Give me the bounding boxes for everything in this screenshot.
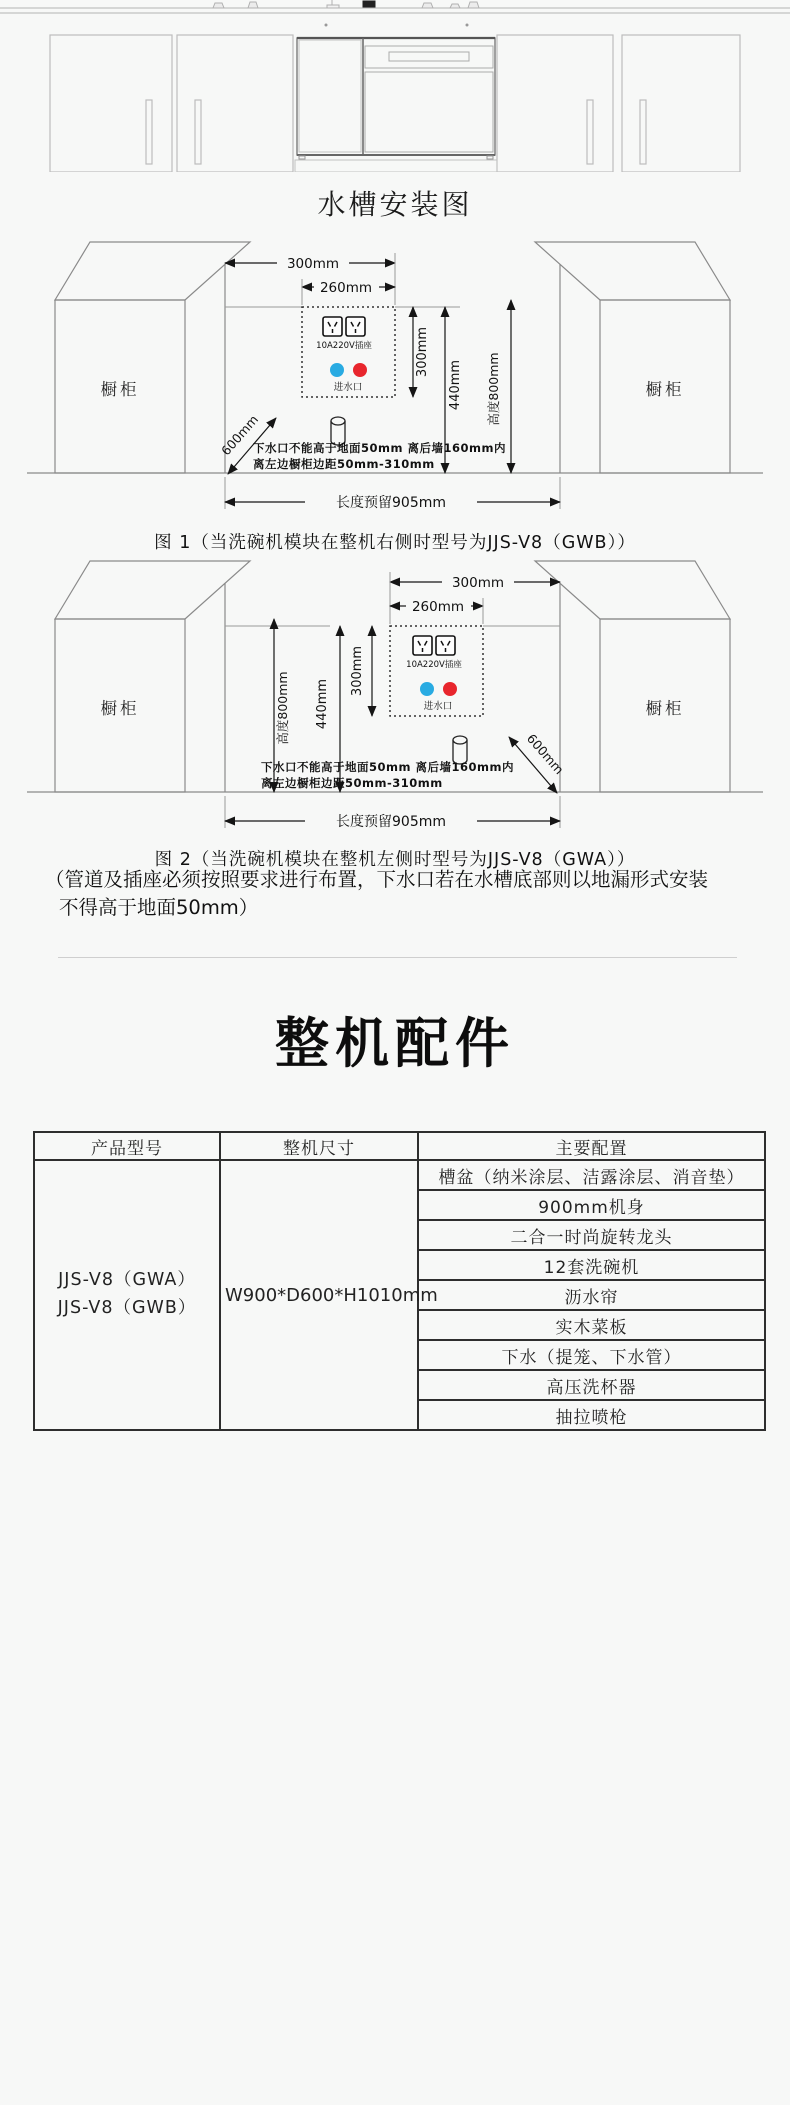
- cabinet-left-label: 橱柜: [100, 380, 140, 399]
- section-divider: [58, 957, 737, 958]
- backsplash-dot: [466, 24, 469, 27]
- cabinet-left: [55, 242, 250, 473]
- dim-300mm-width: [390, 572, 560, 624]
- svg-text:600mm: 600mm: [218, 411, 262, 459]
- col-header-model: 产品型号: [34, 1132, 220, 1160]
- config-item: 下水（提笼、下水管）: [418, 1340, 765, 1370]
- size-cell: W900*D600*H1010mm: [220, 1160, 418, 1430]
- config-item: 900mm机身: [418, 1190, 765, 1220]
- footnote-line2: 不得高于地面50mm）: [59, 896, 259, 920]
- drain-note-line2: 离左边橱柜边距50mm-310mm: [261, 776, 443, 790]
- backsplash-dot: [325, 24, 328, 27]
- cabinet-left-label: 橱柜: [100, 699, 140, 718]
- svg-text:440mm: 440mm: [315, 678, 330, 730]
- svg-text:高度800mm: 高度800mm: [486, 352, 501, 426]
- kitchen-overview-drawing: [0, 0, 790, 172]
- svg-text:高度800mm: 高度800mm: [275, 671, 290, 745]
- config-item: 高压洗杯器: [418, 1370, 765, 1400]
- svg-text:300mm: 300mm: [350, 645, 365, 697]
- svg-text:300mm: 300mm: [451, 575, 505, 591]
- drain-note-line1: 下水口不能高于地面50mm 离后墙160mm内: [253, 441, 506, 455]
- dim-260mm-width: [302, 279, 395, 305]
- cabinet-right-label: 橱柜: [645, 699, 685, 718]
- parts-table-wrap: [33, 1131, 766, 1431]
- kick-panel: [295, 160, 497, 172]
- socket-label: 10A220V插座: [406, 660, 462, 670]
- svg-text:260mm: 260mm: [411, 599, 465, 615]
- figure-1-diagram: [15, 175, 775, 525]
- door-handle: [146, 100, 152, 164]
- water-inlet-label: 进水口: [423, 701, 453, 712]
- svg-text:440mm: 440mm: [448, 359, 463, 411]
- sink-install-title: 水槽安装图: [317, 188, 473, 221]
- drawer-handle: [389, 52, 469, 61]
- hot-water-dot: [353, 363, 367, 377]
- cabinet-right: [535, 242, 730, 473]
- config-item: 二合一时尚旋转龙头: [418, 1220, 765, 1250]
- figure-1-caption: 图 1（当洗碗机模块在整机右侧时型号为JJS-V8（GWB））: [154, 533, 636, 553]
- left-cabinet-doors: [50, 35, 293, 172]
- config-item: 实木菜板: [418, 1310, 765, 1340]
- dim-300mm-width: [225, 253, 395, 305]
- socket-icon: [413, 636, 455, 655]
- header-row: [34, 1132, 765, 1160]
- hot-water-dot: [443, 682, 457, 696]
- countertop-lines: [0, 8, 790, 13]
- door-handle: [195, 100, 201, 164]
- col-header-size: 整机尺寸: [220, 1132, 418, 1160]
- figure-2-caption: 图 2（当洗碗机模块在整机左侧时型号为JJS-V8（GWA））: [154, 850, 636, 870]
- counter-items: [213, 0, 479, 8]
- cold-water-dot: [420, 682, 434, 696]
- svg-text:300mm: 300mm: [415, 326, 430, 378]
- door-handle: [587, 100, 593, 164]
- figure-2-diagram: [15, 494, 775, 844]
- svg-text:600mm: 600mm: [523, 730, 567, 778]
- socket-icon: [323, 317, 365, 336]
- cabinet-right: [535, 561, 730, 792]
- faucet-base: [363, 1, 375, 7]
- footnote-line1: （管道及插座必须按照要求进行布置，下水口若在水槽底部则以地漏形式安装: [45, 868, 709, 891]
- drawer-front: [365, 46, 493, 68]
- model-line: JJS-V8（GWA）: [58, 1270, 196, 1291]
- config-item: 12套洗碗机: [418, 1250, 765, 1280]
- config-item: 抽拉喷枪: [418, 1400, 765, 1430]
- col-header-config: 主要配置: [418, 1132, 765, 1160]
- cabinet-right-label: 橱柜: [645, 380, 685, 399]
- config-item: 沥水帘: [418, 1280, 765, 1310]
- dim-reserved-length-905mm: [225, 796, 560, 830]
- model-line: JJS-V8（GWB）: [57, 1298, 197, 1318]
- model-cell: [34, 1160, 220, 1430]
- svg-text:260mm: 260mm: [319, 280, 373, 296]
- svg-text:长度预留905mm: 长度预留905mm: [336, 814, 446, 830]
- installation-footnote: [45, 866, 765, 923]
- config-item: 槽盆（纳米涂层、洁露涂层、消音垫）: [418, 1160, 765, 1190]
- svg-text:300mm: 300mm: [286, 256, 340, 272]
- dishwasher-door: [365, 72, 493, 152]
- right-cabinet-doors: [497, 35, 740, 172]
- drain-note-line1: 下水口不能高于地面50mm 离后墙160mm内: [261, 760, 514, 774]
- cold-water-dot: [330, 363, 344, 377]
- parts-table: [33, 1131, 766, 1431]
- table-row: [34, 1160, 765, 1190]
- svg-text:长度预留905mm: 长度预留905mm: [336, 495, 446, 511]
- drain-note-line2: 离左边橱柜边距50mm-310mm: [253, 457, 435, 471]
- cabinet-left: [55, 561, 250, 792]
- parts-section-title: 整机配件: [275, 1012, 515, 1075]
- sink-unit: [295, 24, 497, 173]
- door-handle: [640, 100, 646, 164]
- socket-label: 10A220V插座: [316, 341, 372, 351]
- water-inlet-label: 进水口: [333, 382, 363, 393]
- dim-300mm-height: [413, 307, 430, 397]
- dim-300mm-height: [350, 626, 372, 716]
- dim-depth-600mm: [509, 731, 567, 793]
- dim-260mm-width: [390, 598, 483, 624]
